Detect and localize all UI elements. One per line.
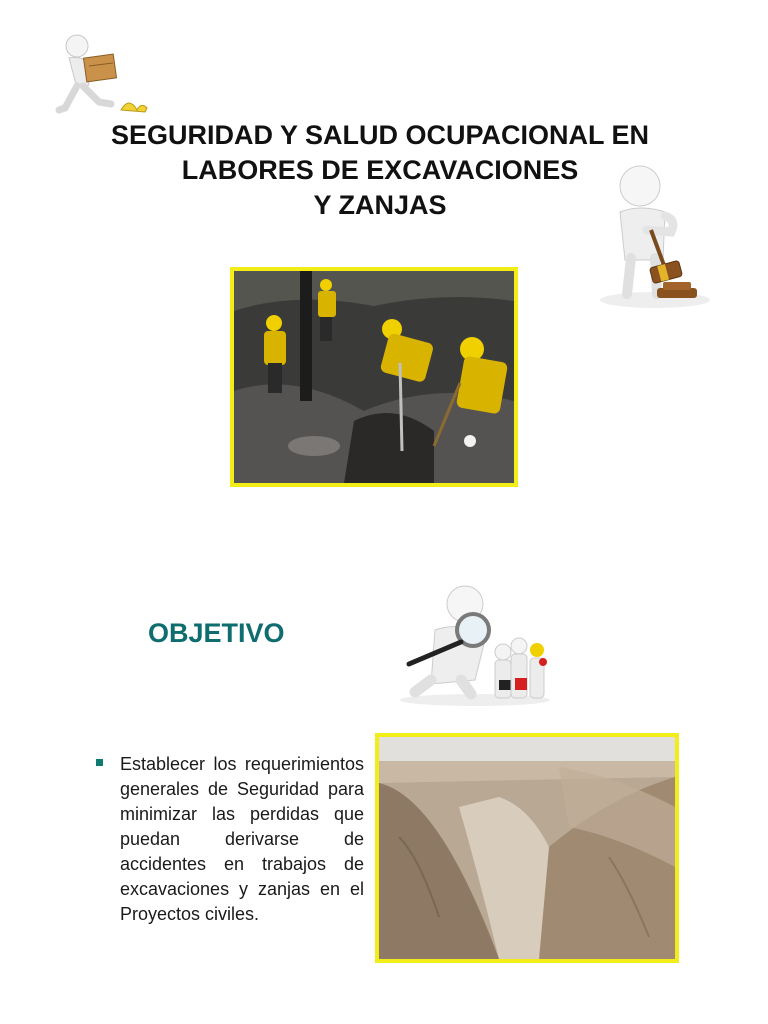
trench-photo bbox=[375, 733, 679, 963]
title-line-3: Y ZANJAS bbox=[313, 190, 447, 220]
figure-carrying-box-icon bbox=[55, 30, 155, 120]
title-line-2: LABORES DE EXCAVACIONES bbox=[181, 155, 579, 185]
figure-with-gavel-icon bbox=[585, 160, 715, 310]
workers-group-icon bbox=[495, 638, 547, 698]
banana-peel-icon bbox=[121, 103, 147, 112]
workers-digging-photo bbox=[230, 267, 518, 487]
figure-with-magnifier-icon bbox=[395, 580, 560, 708]
bullet-marker bbox=[96, 759, 103, 766]
objective-bullet bbox=[94, 752, 364, 927]
title-line-1: SEGURIDAD Y SALUD OCUPACIONAL EN bbox=[110, 120, 650, 150]
objective-heading: OBJETIVO bbox=[148, 618, 285, 648]
objective-text: Establecer los requerimientos generales de Seguridad para minimizar las perdidas que puedan derivarse de accidentes en trabajos de excavaciones y zanjas en el Proyectos civiles. bbox=[120, 754, 364, 924]
